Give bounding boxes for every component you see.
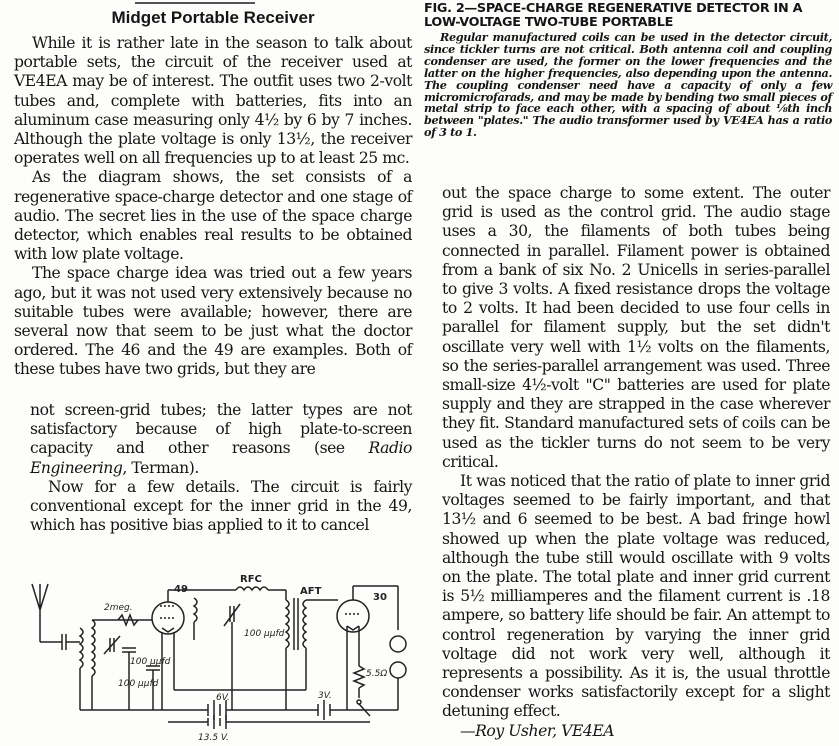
cap1-label: 100 μμfd xyxy=(130,657,171,667)
filament-resistor xyxy=(354,666,364,688)
figure-caption-block xyxy=(424,2,832,139)
rf-choke xyxy=(236,587,268,590)
resistor-label: 5.5Ω xyxy=(366,669,388,679)
screen-grid-text: not screen-grid tubes; the latter types are not satisfactory because of high plate-to-screen capacity and other reasons (see xyxy=(30,401,412,458)
bat3-label: 13.5 V. xyxy=(198,733,229,742)
circuit-svg xyxy=(18,570,418,742)
battery-3v xyxy=(318,700,330,720)
tickler-coil xyxy=(194,598,197,622)
header-rule xyxy=(135,2,255,4)
paragraph-ratio: It was noticed that the ratio of plate to inner grid voltages seemed to be fairly important, and that 13½ and 6 seemed to be best. A bad fringe howl showed up when the plate voltage was reduced, although the tube still would oscillate with 9 volts on the plate. The total plate and inner grid current is 5½ milliamperes and the filament current is .18 ampere, so battery life should be fair. An attempt to control regeneration by varying the inner grid voltage did not work very well, although it represents a possibility. As it is, the usual throttle condenser works satisfactorily except for a slight detuning effect. xyxy=(442,472,830,721)
author-signature: —Roy Usher, VE4EA xyxy=(460,721,615,740)
tube-30 xyxy=(337,600,369,632)
paragraph-diagram: As the diagram shows, the set consists of a regenerative space-charge detector and one stage of audio. The secret lies in the use of the space charge detector, which enables real results to be obtained with low plate voltage. xyxy=(14,168,412,264)
paragraph-space-charge-cont: out the space charge to some extent. The outer grid is used as the control grid. The audio stage uses a 30, the filaments of both tubes being connected in parallel. Filament power is obtained from a bank of six No. 2 Unicells in series-parallel to give 3 volts. A fixed resistance drops the voltage to 2 volts. It had been decided to use four cells in parallel for filament supply, but the set didn't oscillate very well with 1½ volts on the filaments, so the series-parallel arrangement was used. Three small-size 4½-volt "C" batteries are used for plate supply and they are strapped in the case wherever they fit. Standard manufactured sets of coils can be used as the tickler turns do not seem to be very critical. xyxy=(442,184,830,471)
article-title: Midget Portable Receiver xyxy=(111,8,315,27)
screen-grid-text-end: , Terman). xyxy=(122,458,199,477)
circuit-diagram xyxy=(18,570,418,742)
left-column-lower xyxy=(30,401,412,535)
figure-caption: Regular manufactured coils can be used in the detector circuit, since tickler turns are not critical. Both antenna coil and coupling condenser are used, the former on the lower frequencies and the latter on the higher frequencies, also depending upon the antenna. The coupling condenser need have a capacity of only a few micromicrofarads, and may be made by bending two small pieces of metal strip to face each other, with a spacing of about ⅛th inch between "plates." The audio transformer used by VE4EA has a ratio of 3 to 1. xyxy=(424,30,832,140)
rfc-label: RFC xyxy=(240,574,262,585)
battery-13v xyxy=(208,715,226,729)
paragraph-screen-grid xyxy=(30,401,412,478)
grid-coil xyxy=(92,620,95,676)
grid-leak-label: 2meg. xyxy=(104,603,133,613)
right-column xyxy=(442,184,830,741)
headphones xyxy=(390,636,406,652)
battery-6v xyxy=(208,700,226,720)
figure-title: FIG. 2—SPACE-CHARGE REGENERATIVE DETECTOR IN A LOW-VOLTAGE TWO-TUBE PORTABLE xyxy=(424,1,803,30)
cap2-label: 100 μμfd xyxy=(118,679,159,689)
left-column-upper xyxy=(14,8,412,380)
aft-label: AFT xyxy=(300,586,322,597)
antenna-coil xyxy=(80,628,83,668)
paragraph-details: Now for a few details. The circuit is fairly conventional except for the inner grid in the 49, which has positive bias applied to it to cancel xyxy=(30,477,412,535)
tube2-label: 30 xyxy=(373,592,387,603)
tube1-label: 49 xyxy=(174,584,188,595)
paragraph-intro: While it is rather late in the season to talk about portable sets, the circuit of the receiver used at VE4EA may be of interest. The outfit uses two 2-volt tubes and, complete with batteries, fits into an aluminum case measuring only 4½ by 6 by 7 inches. Although the plate voltage is only 13½, the receiver operates well on all frequencies up to at least 25 mc. xyxy=(14,34,412,168)
paragraph-space-charge: The space charge idea was tried out a few years ago, but it was not used very extensively because no suitable tubes were available; however, there are several now that seem to be just what the doctor ordered. The 46 and the 49 are examples. Both of these tubes have two grids, but they are xyxy=(14,264,412,379)
bat1-label: 6V. xyxy=(216,693,230,703)
bat2-label: 3V. xyxy=(318,691,332,701)
cap3-label: 100 μμfd xyxy=(244,629,285,639)
book-title: Radio Engineering xyxy=(30,439,412,477)
audio-transformer xyxy=(286,600,289,648)
antenna-symbol xyxy=(32,584,48,642)
